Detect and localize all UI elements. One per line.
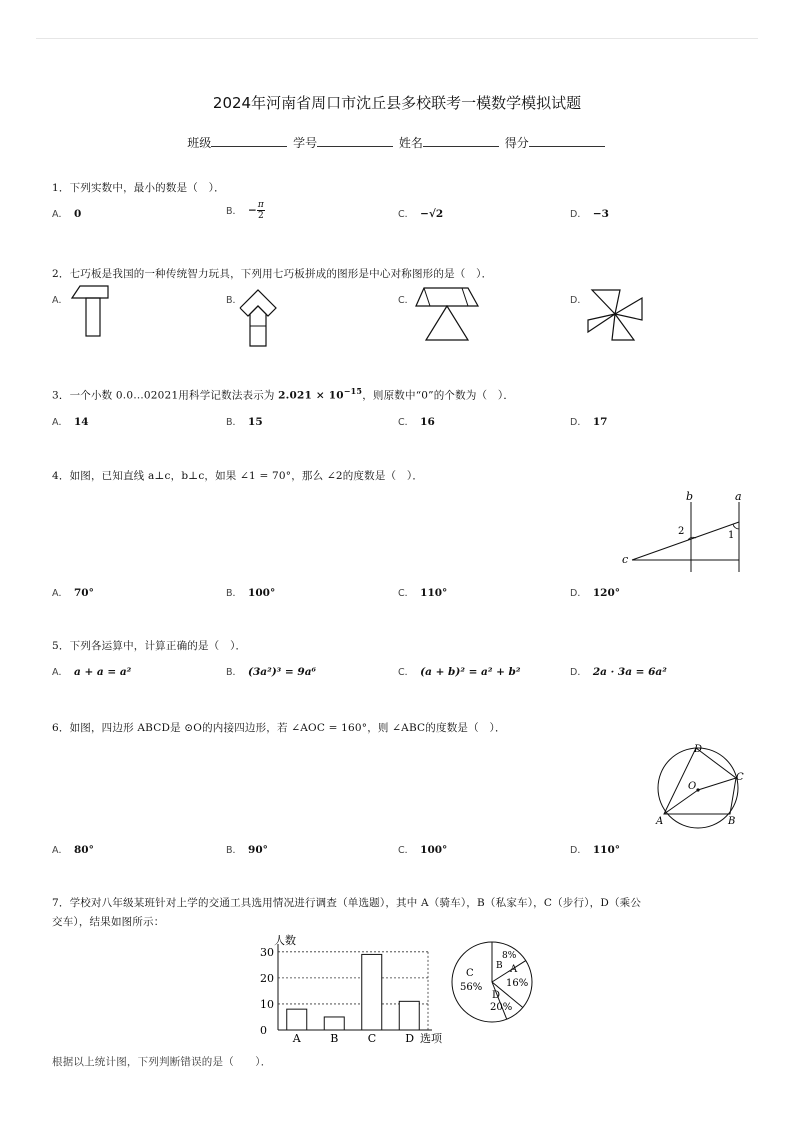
q5-stem: 5．下列各运算中，计算正确的是（ ）．	[52, 640, 247, 652]
angle-2-label: 2	[678, 526, 685, 537]
pie-pct-a: 16%	[506, 978, 529, 989]
q3-option-d[interactable]: D． 17	[570, 416, 608, 428]
tangram-d-figure	[584, 286, 646, 342]
q4-option-d[interactable]: D． 120°	[570, 587, 620, 599]
score-blank[interactable]	[529, 134, 605, 147]
q3-stem: 3．一个小数 0.0…02021用科学记数法表示为 $2.021 \times 10^{-15}$，则原数中“0”的个数为（ ）．	[52, 386, 515, 402]
q3-option-b[interactable]: B． 15	[226, 416, 263, 428]
tangram-b-figure	[236, 286, 282, 350]
q1-option-d[interactable]: D． −3	[570, 208, 609, 220]
pie-label-a: A	[510, 964, 518, 975]
q4-option-c[interactable]: C． 110°	[398, 587, 448, 599]
label-O: O	[688, 781, 697, 792]
class-label: 班级	[187, 136, 212, 150]
q3-option-a[interactable]: A． 14	[52, 416, 89, 428]
label-D: D	[694, 744, 703, 755]
q7-pie-chart	[448, 938, 536, 1026]
q5-option-b[interactable]: B． (3a²)³ = 9a⁶	[226, 666, 317, 678]
x-tick-label: C	[367, 1032, 377, 1045]
q5-option-a[interactable]: A． a + a = a²	[52, 666, 132, 678]
bar-C	[362, 954, 382, 1030]
q6-option-a[interactable]: A． 80°	[52, 844, 94, 856]
q4-stem: 4．如图，已知直线 a⊥c，b⊥c，如果 ∠1 = 70°，那么 ∠2的度数是（ ）．	[52, 470, 424, 482]
q1-option-a[interactable]: A． 0	[52, 208, 82, 220]
q2-option-c[interactable]: C．	[398, 295, 415, 306]
label-b: b	[686, 490, 694, 503]
q2-option-b[interactable]: B．	[226, 295, 243, 306]
q3-option-c[interactable]: C． 16	[398, 416, 435, 428]
y-tick-label: 10	[260, 997, 274, 1011]
tangram-a-figure	[70, 284, 118, 340]
x-tick-label: B	[330, 1032, 339, 1045]
bar-A	[287, 1009, 307, 1030]
q6-option-c[interactable]: C． 100°	[398, 844, 448, 856]
q7-stem-line2: 交车），结果如图所示：	[52, 916, 165, 928]
pie-label-c: C	[466, 968, 474, 979]
angle-1-label: 1	[728, 530, 735, 541]
bar-D	[399, 1001, 419, 1030]
label-A: A	[656, 816, 664, 827]
score-label: 得分	[504, 136, 529, 150]
x-axis-label: 选项	[420, 1032, 442, 1045]
q4-option-b[interactable]: B． 100°	[226, 587, 276, 599]
x-tick-label: D	[405, 1032, 415, 1045]
pie-label-b: B	[496, 961, 503, 971]
pie-pct-b: 8%	[502, 951, 517, 961]
label-C: C	[736, 772, 744, 783]
name-blank[interactable]	[423, 134, 499, 147]
y-tick-label: 30	[260, 945, 274, 959]
q2-stem: 2．七巧板是我国的一种传统智力玩具，下列用七巧板拼成的图形是中心对称图形的是（ ）．	[52, 268, 493, 280]
q7-bar-chart	[256, 930, 456, 1048]
q1-stem: 1．下列实数中，最小的数是（ ）．	[52, 182, 225, 194]
y-axis-label: 人数	[274, 934, 296, 947]
bar-B	[324, 1017, 344, 1030]
q1-option-c[interactable]: C． −√2	[398, 208, 444, 220]
pie-pct-d: 20%	[490, 1002, 513, 1013]
top-rule	[36, 38, 758, 39]
id-label: 学号	[293, 136, 318, 150]
student-info-line	[0, 134, 794, 151]
tangram-c-figure	[410, 284, 482, 344]
q6-figure	[650, 740, 752, 832]
q5-option-c[interactable]: C． (a + b)² = a² + b²	[398, 666, 521, 678]
label-B: B	[728, 816, 736, 827]
q6-option-d[interactable]: D． 110°	[570, 844, 620, 856]
q5-option-d[interactable]: D． 2a · 3a = 6a²	[570, 666, 667, 678]
y-tick-label: 20	[260, 971, 274, 985]
pie-label-d: D	[492, 990, 501, 1001]
id-blank[interactable]	[317, 134, 393, 147]
q7-stem-line1: 7．学校对八年级某班针对上学的交通工具选用情况进行调查（单选题），其中 A（骑车），B（私家车），C（步行），D（乘公	[52, 897, 642, 909]
name-label: 姓名	[398, 136, 423, 150]
x-tick-label: A	[292, 1032, 301, 1045]
fraction: $\frac{\pi}{2}$	[257, 200, 264, 221]
label-a: a	[735, 490, 742, 503]
q4-figure	[612, 488, 752, 576]
q7-footer: 根据以上统计图，下列判断错误的是（ ）．	[52, 1056, 272, 1068]
q2-option-a[interactable]: A．	[52, 295, 68, 306]
q4-option-a[interactable]: A． 70°	[52, 587, 94, 599]
q1-option-b[interactable]: B． − $\frac{\pi}{2}$	[226, 200, 264, 221]
pie-pct-c: 56%	[460, 982, 483, 993]
q6-option-b[interactable]: B． 90°	[226, 844, 268, 856]
q6-stem: 6．如图，四边形 ABCD是 ⊙O的内接四边形，若 ∠AOC = 160°，则 ∠ABC的度数是（ ）．	[52, 722, 506, 734]
label-c: c	[622, 553, 629, 566]
class-blank[interactable]	[211, 134, 287, 147]
page-title: 2024年河南省周口市沈丘县多校联考一模数学模拟试题	[212, 94, 582, 112]
y-tick-label: 0	[260, 1024, 267, 1037]
q2-option-d[interactable]: D．	[570, 295, 587, 306]
